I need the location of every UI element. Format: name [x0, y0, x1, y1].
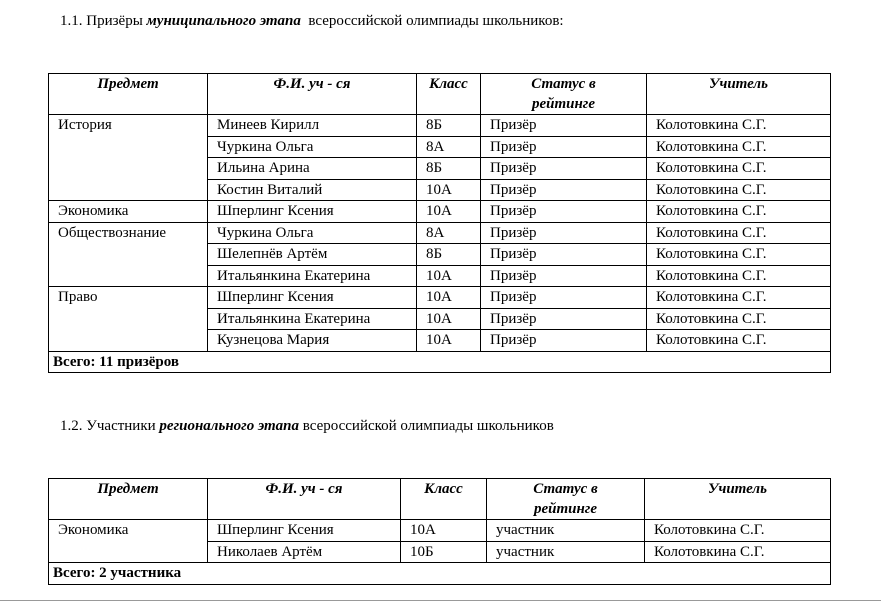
cell-student: Николаев Артём	[208, 541, 401, 563]
cell-subject: Обществознание	[49, 222, 208, 244]
cell-teacher: Колотовкина С.Г.	[647, 179, 831, 201]
cell-student: Шперлинг Ксения	[208, 287, 417, 309]
cell-student: Итальянкина Екатерина	[208, 308, 417, 330]
cell-teacher: Колотовкина С.Г.	[647, 330, 831, 352]
cell-subject	[49, 244, 208, 266]
cell-teacher: Колотовкина С.Г.	[645, 520, 831, 542]
municipal-winners-table	[48, 73, 831, 373]
total-label: Всего: 2 участника	[49, 563, 831, 585]
section-1-suffix: всероссийской олимпиады школьников:	[308, 13, 564, 29]
cell-subject	[49, 330, 208, 352]
section-2-suffix: всероссийской олимпиады школьников	[302, 418, 554, 434]
table-row	[49, 265, 831, 287]
cell-grade: 8Б	[417, 244, 481, 266]
cell-student: Шелепнёв Артём	[208, 244, 417, 266]
section-2-number: 1.2.	[60, 418, 83, 434]
cell-grade: 10А	[417, 201, 481, 223]
regional-participants-table	[48, 478, 831, 585]
cell-status: Призёр	[481, 158, 647, 180]
cell-student: Чуркина Ольга	[208, 136, 417, 158]
cell-status: Призёр	[481, 287, 647, 309]
table-row	[49, 308, 831, 330]
header-subject: Предмет	[49, 74, 208, 115]
cell-student: Шперлинг Ксения	[208, 520, 401, 542]
header-status-line2: рейтинге	[533, 501, 598, 517]
cell-student: Итальянкина Екатерина	[208, 265, 417, 287]
header-status-line2: рейтинге	[531, 96, 596, 112]
section-1-emphasis: муниципального этапа	[146, 13, 301, 29]
cell-teacher: Колотовкина С.Г.	[645, 541, 831, 563]
cell-student: Кузнецова Мария	[208, 330, 417, 352]
table-header-row	[49, 74, 831, 115]
section-2-prefix: Участники	[86, 418, 156, 434]
cell-grade: 10А	[417, 308, 481, 330]
cell-grade: 8А	[417, 136, 481, 158]
cell-status: Призёр	[481, 179, 647, 201]
cell-teacher: Колотовкина С.Г.	[647, 201, 831, 223]
cell-student: Ильина Арина	[208, 158, 417, 180]
cell-subject: Экономика	[49, 520, 208, 542]
section-2-heading	[60, 418, 554, 435]
header-subject: Предмет	[49, 479, 208, 520]
cell-subject	[49, 541, 208, 563]
table-row	[49, 136, 831, 158]
cell-status: Призёр	[481, 244, 647, 266]
cell-status: Призёр	[481, 308, 647, 330]
cell-teacher: Колотовкина С.Г.	[647, 115, 831, 137]
section-2-emphasis: регионального этапа	[159, 418, 299, 434]
cell-subject: Право	[49, 287, 208, 309]
section-1-prefix: Призёры	[86, 13, 143, 29]
header-grade: Класс	[417, 74, 481, 115]
cell-teacher: Колотовкина С.Г.	[647, 158, 831, 180]
cell-status: участник	[487, 541, 645, 563]
header-status	[481, 74, 647, 115]
cell-grade: 10А	[401, 520, 487, 542]
table-row	[49, 330, 831, 352]
cell-student: Минеев Кирилл	[208, 115, 417, 137]
total-row	[49, 351, 831, 373]
cell-teacher: Колотовкина С.Г.	[647, 265, 831, 287]
cell-teacher: Колотовкина С.Г.	[647, 287, 831, 309]
cell-subject: История	[49, 115, 208, 137]
header-teacher: Учитель	[647, 74, 831, 115]
header-grade: Класс	[401, 479, 487, 520]
section-1-number: 1.1.	[60, 13, 83, 29]
cell-grade: 10А	[417, 330, 481, 352]
cell-subject	[49, 308, 208, 330]
cell-status: Призёр	[481, 265, 647, 287]
cell-status: Призёр	[481, 115, 647, 137]
table-row	[49, 541, 831, 563]
cell-status: Призёр	[481, 136, 647, 158]
header-student: Ф.И. уч - ся	[208, 479, 401, 520]
section-1-heading	[60, 13, 564, 30]
cell-status: Призёр	[481, 201, 647, 223]
cell-grade: 8Б	[417, 158, 481, 180]
header-status	[487, 479, 645, 520]
cell-student: Шперлинг Ксения	[208, 201, 417, 223]
total-label: Всего: 11 призёров	[49, 351, 831, 373]
header-student: Ф.И. уч - ся	[208, 74, 417, 115]
table-row	[49, 520, 831, 542]
cell-grade: 8Б	[417, 115, 481, 137]
cell-grade: 8А	[417, 222, 481, 244]
table-row	[49, 115, 831, 137]
table-row	[49, 179, 831, 201]
cell-status: участник	[487, 520, 645, 542]
table-row	[49, 287, 831, 309]
cell-subject	[49, 136, 208, 158]
cell-teacher: Колотовкина С.Г.	[647, 244, 831, 266]
header-status-line1: Статус в	[533, 481, 598, 497]
header-teacher: Учитель	[645, 479, 831, 520]
cell-teacher: Колотовкина С.Г.	[647, 308, 831, 330]
cell-teacher: Колотовкина С.Г.	[647, 222, 831, 244]
cell-subject	[49, 158, 208, 180]
cell-grade: 10Б	[401, 541, 487, 563]
cell-student: Чуркина Ольга	[208, 222, 417, 244]
cell-grade: 10А	[417, 179, 481, 201]
table-row	[49, 158, 831, 180]
cell-subject: Экономика	[49, 201, 208, 223]
cell-grade: 10А	[417, 265, 481, 287]
page-bottom-rule	[0, 600, 881, 601]
table-row	[49, 244, 831, 266]
cell-teacher: Колотовкина С.Г.	[647, 136, 831, 158]
table-row	[49, 201, 831, 223]
table-row	[49, 222, 831, 244]
total-row	[49, 563, 831, 585]
cell-status: Призёр	[481, 330, 647, 352]
cell-subject	[49, 179, 208, 201]
table-header-row	[49, 479, 831, 520]
cell-status: Призёр	[481, 222, 647, 244]
header-status-line1: Статус в	[531, 76, 596, 92]
cell-grade: 10А	[417, 287, 481, 309]
cell-student: Костин Виталий	[208, 179, 417, 201]
cell-subject	[49, 265, 208, 287]
